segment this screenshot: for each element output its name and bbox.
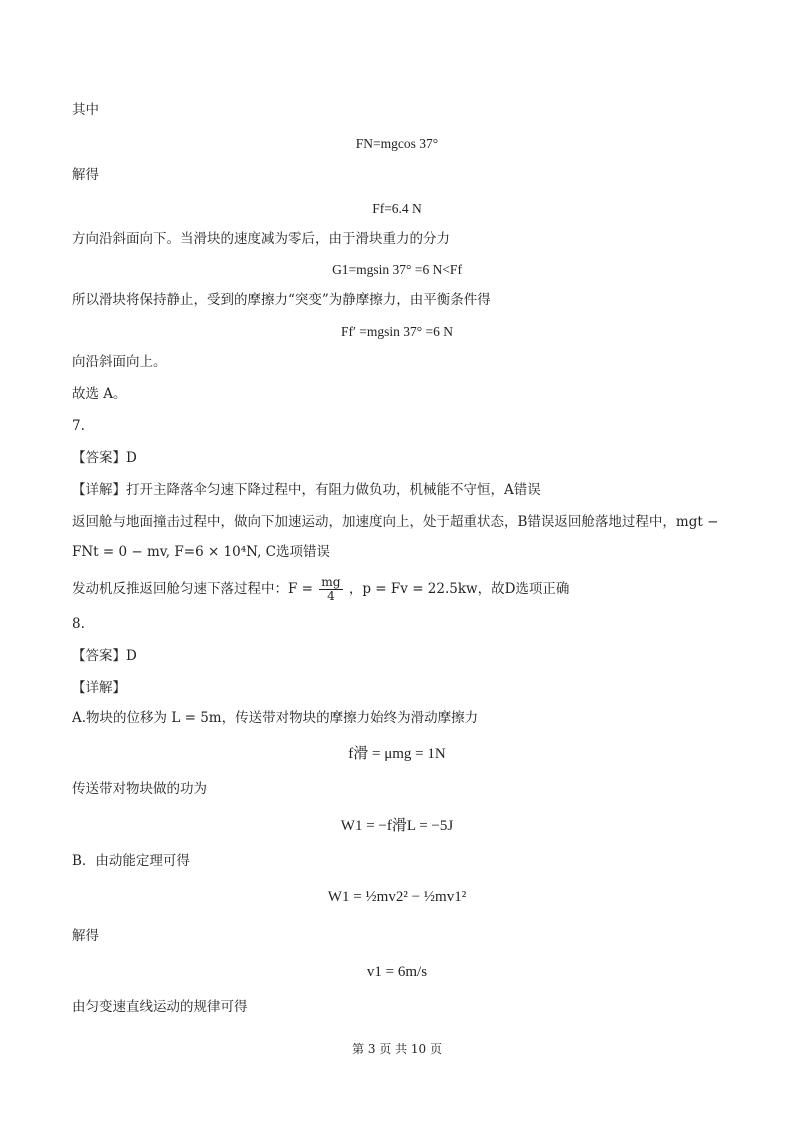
- equation-text: f滑 = μmg = 1N: [348, 746, 446, 762]
- equation-normal-force: [0, 133, 794, 155]
- text-segment: 发动机反推返回舱匀速下落过程中：F =: [72, 580, 313, 597]
- page-number: 第 3 页 共 10 页: [352, 1042, 442, 1056]
- text-line: 返回舱与地面撞击过程中，做向下加速运动，加速度向上，处于超重状态，B错误返回舱落地过程中，mgt −: [72, 514, 719, 530]
- question-number: 8.: [72, 616, 85, 632]
- equation-text: FN=mgcos 37°: [355, 136, 439, 151]
- equation-text: G1=mgsin 37° =6 N<Ff: [332, 262, 462, 277]
- text-line: 由匀变速直线运动的规律可得: [72, 999, 248, 1015]
- equation-text: W1 = ½mv2² − ½mv1²: [327, 889, 467, 905]
- fraction-mg-over-4: $\frac{mg}{4}$: [321, 575, 341, 603]
- text-line: FNt = 0 − mv, F=6 × 10⁴N, C选项错误: [72, 544, 331, 560]
- equation-text: Ff′ =mgsin 37° =6 N: [340, 324, 454, 339]
- answer-line: 【答案】D: [72, 648, 137, 664]
- answer-line: 【答案】D: [72, 450, 137, 466]
- question-number: 7.: [72, 418, 85, 434]
- text-line: 所以滑块将保持静止，受到的摩擦力“突变”为静摩擦力，由平衡条件得: [72, 292, 491, 308]
- equation-text: v1 = 6m/s: [366, 964, 428, 980]
- equation-kinetic-energy: [0, 886, 794, 908]
- text-line: B．由动能定理可得: [72, 853, 190, 869]
- text-line: 【详解】打开主降落伞匀速下降过程中，有阻力做负功，机械能不守恒，A错误: [72, 482, 541, 498]
- text-line: 故选 A。: [72, 386, 127, 402]
- text-line: 其中: [72, 102, 99, 118]
- equation-velocity: [0, 961, 794, 983]
- text-line: 向沿斜面向上。: [72, 354, 167, 370]
- text-line: 方向沿斜面向下。当滑块的速度减为零后，由于滑块重力的分力: [72, 231, 450, 247]
- text-line-with-fraction: [72, 576, 569, 603]
- text-line: 传送带对物块做的功为: [72, 781, 207, 797]
- text-line: A.物块的位移为 L = 5m，传送带对物块的摩擦力始终为滑动摩擦力: [72, 710, 479, 726]
- text-line: 解得: [72, 928, 99, 944]
- equation-text: W1 = −f滑L = −5J: [340, 818, 454, 834]
- equation-sliding-friction: [0, 743, 794, 765]
- text-line: 解得: [72, 167, 99, 183]
- equation-gravity-component: [0, 259, 794, 281]
- equation-friction: [0, 198, 794, 220]
- equation-text: Ff=6.4 N: [372, 201, 422, 216]
- text-line: 【详解】: [72, 680, 126, 696]
- equation-work: [0, 815, 794, 837]
- text-segment: ，p = Fv = 22.5kw，故D选项正确: [348, 580, 570, 597]
- equation-static-friction: [0, 321, 794, 343]
